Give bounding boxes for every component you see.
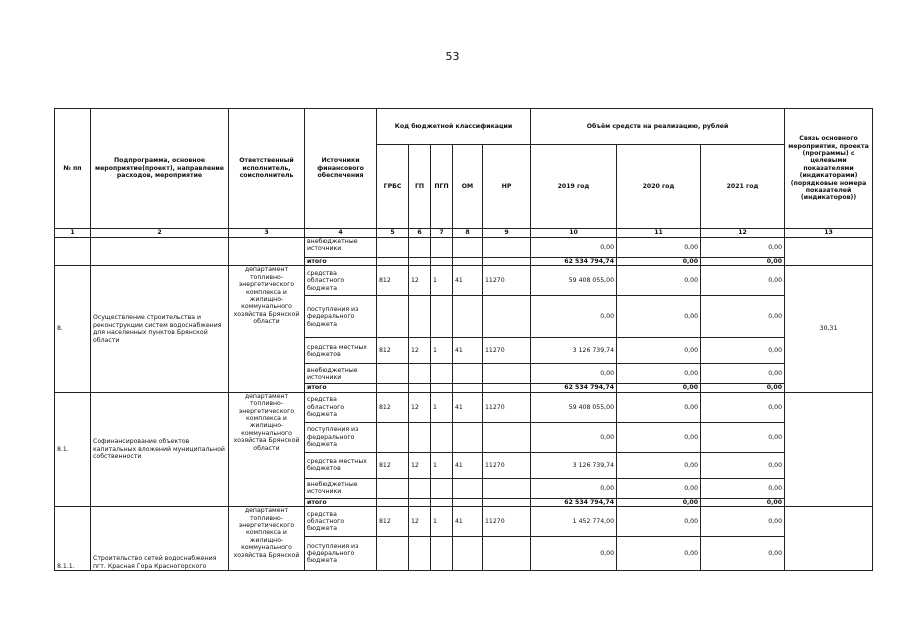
table-row: [55, 507, 873, 537]
value-2020: 0,00: [617, 537, 701, 571]
page-number: 53: [445, 50, 460, 63]
value-2021: 0,00: [701, 392, 785, 422]
header-grbs: ГРБС: [377, 145, 409, 229]
value-2020: 0,00: [617, 296, 701, 338]
source-cell: средства областного бюджета: [305, 266, 377, 296]
value-2020: 0,00: [617, 392, 701, 422]
row-number: 8.1.1.: [55, 507, 91, 571]
col-num: 9: [483, 229, 531, 238]
value-2021: 0,00: [701, 537, 785, 571]
grbs-cell: 812: [377, 507, 409, 537]
value-2019: 62 534 794,74: [531, 498, 617, 506]
value-2019: 0,00: [531, 296, 617, 338]
value-2020: 0,00: [617, 338, 701, 364]
header-volume: Объём средств на реализацию, рублей: [531, 109, 785, 145]
column-numbers-row: [55, 229, 873, 238]
row-number: 8.: [55, 266, 91, 392]
header-pgp: ПГП: [431, 145, 453, 229]
source-cell: средства областного бюджета: [305, 507, 377, 537]
table-row: [55, 266, 873, 296]
measure-name: Строительство сетей водоснабжения пгт. Красная Гора Красногорского: [91, 507, 229, 571]
gp-cell: 12: [409, 266, 431, 296]
value-2020: 0,00: [617, 422, 701, 452]
source-cell: итого: [305, 498, 377, 506]
gp-cell: 12: [409, 338, 431, 364]
header-sources: Источники финансового обеспечения: [305, 109, 377, 229]
gp-cell: 12: [409, 452, 431, 478]
grbs-cell: 812: [377, 338, 409, 364]
value-2019: 59 408 055,00: [531, 266, 617, 296]
pgp-cell: 1: [431, 452, 453, 478]
value-2020: 0,00: [617, 238, 701, 258]
source-cell: средства местных бюджетов: [305, 338, 377, 364]
header-2019: 2019 год: [531, 145, 617, 229]
responsible-executor: департамент топливно-энергетического комплекса и жилищно-коммунального хозяйства Брянской области: [229, 266, 305, 392]
row-number: 8.1.: [55, 392, 91, 506]
col-num: 12: [701, 229, 785, 238]
col-num: 6: [409, 229, 431, 238]
gp-cell: 12: [409, 392, 431, 422]
om-cell: 41: [453, 452, 483, 478]
header-2021: 2021 год: [701, 145, 785, 229]
col-num: 5: [377, 229, 409, 238]
col-num: 7: [431, 229, 453, 238]
col-num: 1: [55, 229, 91, 238]
value-2019: 62 534 794,74: [531, 384, 617, 392]
value-2019: 0,00: [531, 238, 617, 258]
measure-name: Софинансирование объектов капитальных вложений муниципальной собственности: [91, 392, 229, 506]
value-2020: 0,00: [617, 478, 701, 498]
value-2020: 0,00: [617, 498, 701, 506]
source-cell: внебюджетные источники: [305, 478, 377, 498]
header-nr: НР: [483, 145, 531, 229]
col-num: 2: [91, 229, 229, 238]
col-num: 3: [229, 229, 305, 238]
value-2019: 3 126 739,74: [531, 338, 617, 364]
om-cell: 41: [453, 392, 483, 422]
value-2020: 0,00: [617, 266, 701, 296]
budget-table: [54, 108, 873, 571]
nr-cell: 11270: [483, 452, 531, 478]
value-2021: 0,00: [701, 422, 785, 452]
source-cell: поступления из федерального бюджета: [305, 296, 377, 338]
value-2020: 0,00: [617, 452, 701, 478]
col-num: 13: [785, 229, 873, 238]
value-2019: 1 452 774,00: [531, 507, 617, 537]
source-cell: внебюджетные источники: [305, 238, 377, 258]
value-2020: 0,00: [617, 258, 701, 266]
value-2019: 62 534 794,74: [531, 258, 617, 266]
source-cell: поступления из федерального бюджета: [305, 537, 377, 571]
table-row: [55, 392, 873, 422]
col-num: 11: [617, 229, 701, 238]
gp-cell: 12: [409, 507, 431, 537]
value-2021: 0,00: [701, 452, 785, 478]
table-row: [55, 238, 873, 258]
header-gp: ГП: [409, 145, 431, 229]
header-om: ОМ: [453, 145, 483, 229]
grbs-cell: 812: [377, 392, 409, 422]
pgp-cell: 1: [431, 266, 453, 296]
value-2021: 0,00: [701, 364, 785, 384]
source-cell: итого: [305, 384, 377, 392]
value-2021: 0,00: [701, 507, 785, 537]
value-2021: 0,00: [701, 296, 785, 338]
header-2020: 2020 год: [617, 145, 701, 229]
source-cell: поступления из федерального бюджета: [305, 422, 377, 452]
pgp-cell: 1: [431, 338, 453, 364]
header-link: Связь основного мероприятия, проекта (программы) с целевыми показателями (индикаторами) (порядковые номера показателей (индикаторов)): [785, 109, 873, 229]
value-2021: 0,00: [701, 498, 785, 506]
value-2021: 0,00: [701, 338, 785, 364]
value-2019: 59 408 055,00: [531, 392, 617, 422]
nr-cell: 11270: [483, 392, 531, 422]
responsible-executor: департамент топливно-энергетического комплекса и жилищно-коммунального хозяйства Брянской: [229, 507, 305, 571]
value-2021: 0,00: [701, 384, 785, 392]
om-cell: 41: [453, 338, 483, 364]
om-cell: 41: [453, 266, 483, 296]
measure-name: Осуществление строительства и реконструкции систем водоснабжения для населенных пунктов Брянской области: [91, 266, 229, 392]
value-2021: 0,00: [701, 258, 785, 266]
header-subprogram: Подпрограмма, основное мероприятие(проект), направление расходов, мероприятие: [91, 109, 229, 229]
value-2021: 0,00: [701, 238, 785, 258]
pgp-cell: 1: [431, 507, 453, 537]
header-budget-code: Код бюджетной классификации: [377, 109, 531, 145]
pgp-cell: 1: [431, 392, 453, 422]
value-2021: 0,00: [701, 266, 785, 296]
source-cell: внебюджетные источники: [305, 364, 377, 384]
value-2019: 0,00: [531, 478, 617, 498]
source-cell: средства областного бюджета: [305, 392, 377, 422]
value-2019: 3 126 739,74: [531, 452, 617, 478]
om-cell: 41: [453, 507, 483, 537]
source-cell: итого: [305, 258, 377, 266]
responsible-executor: департамент топливно-энергетического комплекса и жилищно-коммунального хозяйства Брянской области: [229, 392, 305, 506]
nr-cell: 11270: [483, 507, 531, 537]
value-2020: 0,00: [617, 507, 701, 537]
value-2019: 0,00: [531, 537, 617, 571]
value-2019: 0,00: [531, 364, 617, 384]
header-num: № пп: [55, 109, 91, 229]
nr-cell: 11270: [483, 338, 531, 364]
col-num: 8: [453, 229, 483, 238]
col-num: 10: [531, 229, 617, 238]
grbs-cell: 812: [377, 266, 409, 296]
header-responsible: Ответственный исполнитель, соисполнитель: [229, 109, 305, 229]
value-2020: 0,00: [617, 384, 701, 392]
grbs-cell: 812: [377, 452, 409, 478]
value-2021: 0,00: [701, 478, 785, 498]
col-num: 4: [305, 229, 377, 238]
source-cell: средства местных бюджетов: [305, 452, 377, 478]
value-2019: 0,00: [531, 422, 617, 452]
nr-cell: 11270: [483, 266, 531, 296]
indicator-link: 30,31: [785, 266, 873, 392]
value-2020: 0,00: [617, 364, 701, 384]
